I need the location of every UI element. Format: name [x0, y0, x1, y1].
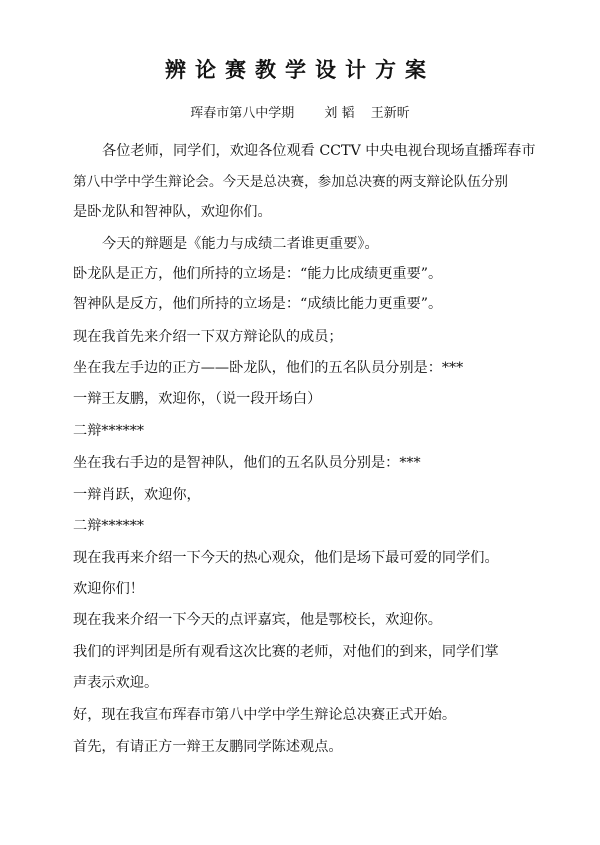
paragraph-line: 卧龙队是正方，他们所持的立场是：“能力比成绩更重要”。: [73, 266, 443, 282]
paragraph-line: 二辩******: [73, 423, 144, 439]
paragraph-line: 坐在我左手边的正方——卧龙队，他们的五名队员分别是：***: [73, 360, 464, 376]
paragraph-line: 首先，有请正方一辩王友鹏同学陈述观点。: [73, 739, 343, 755]
paragraph-line: 好，现在我宣布珲春市第八中学中学生辩论总决赛正式开始。: [73, 707, 457, 723]
document-title: 辨论赛教学设计方案: [165, 58, 435, 82]
paragraph-line: 我们的评判团是所有观看这次比赛的老师，对他们的到来，同学们掌: [73, 644, 499, 660]
byline-school: 珲春市第八中学期: [190, 106, 295, 121]
paragraph-line: 第八中学中学生辩论会。今天是总决赛，参加总决赛的两支辩论队伍分别: [73, 174, 508, 190]
paragraph-line: 现在我再来介绍一下今天的热心观众，他们是场下最可爱的同学们。: [73, 550, 499, 566]
paragraph-line: 现在我首先来介绍一下双方辩论队的成员；: [73, 329, 343, 345]
paragraph-line: 二辩******: [73, 518, 144, 534]
paragraph-line: 智神队是反方，他们所持的立场是：“成绩比能力更重要”。: [73, 296, 443, 312]
byline-author-2: 王新昕: [370, 106, 410, 121]
byline-author-1: 刘 韬: [324, 106, 355, 121]
paragraph-line: 今天的辩题是《能力与成绩二者谁更重要》。: [102, 236, 379, 252]
paragraph-line: 一辩王友鹏，欢迎你，（说一段开场白）: [73, 391, 322, 407]
paragraph-line: 各位老师，同学们，欢迎各位观看 CCTV 中央电视台现场直播珲春市: [102, 143, 536, 159]
paragraph-line: 是卧龙队和智神队，欢迎你们。: [73, 204, 272, 220]
paragraph-line: 现在我来介绍一下今天的点评嘉宾，他是鄂校长，欢迎你。: [73, 612, 442, 628]
paragraph-line: 坐在我右手边的是智神队，他们的五名队员分别是：***: [73, 455, 421, 471]
paragraph-line: 欢迎你们！: [73, 581, 144, 597]
byline: [0, 104, 600, 124]
paragraph-line: 声表示欢迎。: [73, 675, 159, 691]
paragraph-line: 一辩肖跃，欢迎你，: [73, 487, 201, 503]
